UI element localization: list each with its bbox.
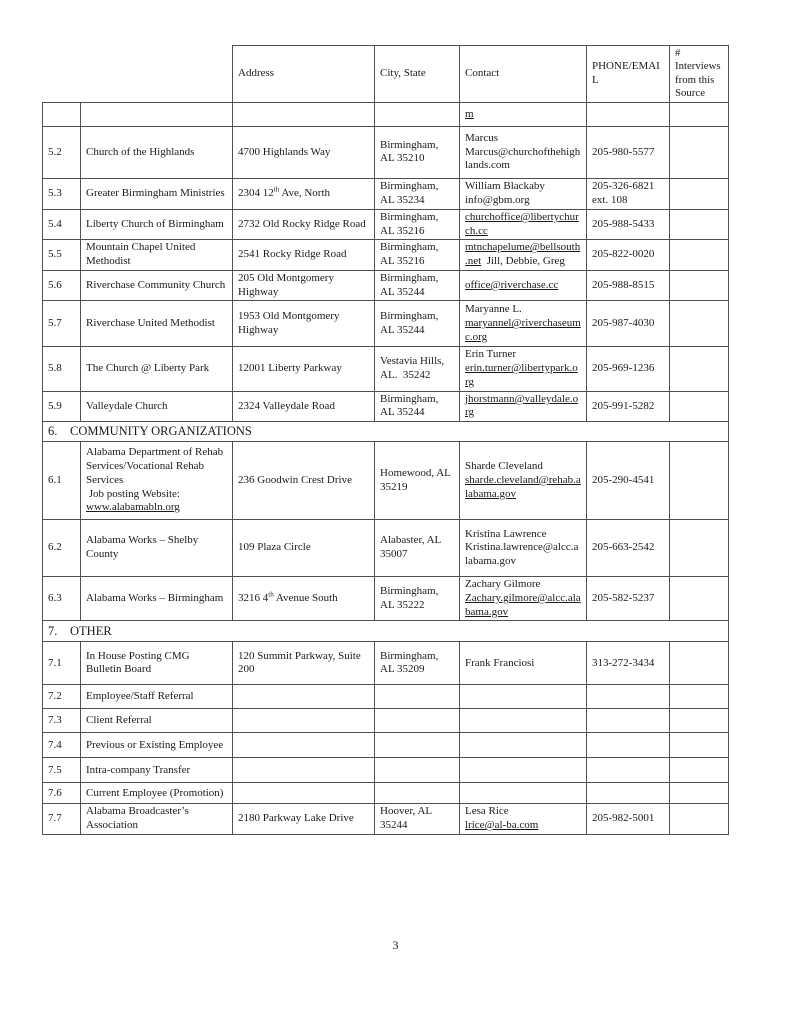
cell-address: 109 Plaza Circle — [233, 520, 375, 577]
cell-num: 7.4 — [43, 733, 81, 758]
cell-contact: William Blackaby info@gbm.org — [460, 178, 587, 209]
cell-contact: Sharde Cleveland sharde.cleveland@rehab.alabama.gov — [460, 442, 587, 520]
cell-phone: 313-272-3434 — [587, 642, 670, 685]
cell-phone — [587, 783, 670, 804]
cell-phone: 205-980-5577 — [587, 126, 670, 178]
cell-phone: 205-991-5282 — [587, 391, 670, 422]
cell-address: 205 Old Montgomery Highway — [233, 270, 375, 301]
cell-address — [233, 758, 375, 783]
cell-name: Alabama Broadcaster’s Association — [81, 804, 233, 835]
cell-contact: Kristina Lawrence Kristina.lawrence@alcc.alabama.gov — [460, 520, 587, 577]
cell-city: Birmingham, AL 35244 — [375, 391, 460, 422]
table-row — [43, 178, 729, 209]
cell-contact — [460, 391, 587, 422]
cell-interviews — [670, 520, 729, 577]
cell-name: Alabama Works – Birmingham — [81, 577, 233, 621]
cell-name: Mountain Chapel United Methodist — [81, 240, 233, 271]
cell-interviews — [670, 442, 729, 520]
cell-interviews — [670, 102, 729, 126]
column-header-address: Address — [233, 46, 375, 103]
cell-contact: Zachary Gilmore Zachary.gilmore@alcc.alabama.gov — [460, 577, 587, 621]
cell-city: Alabaster, AL 35007 — [375, 520, 460, 577]
cell-address: 2732 Old Rocky Ridge Road — [233, 209, 375, 240]
section-title: OTHER — [70, 623, 112, 638]
cell-phone: 205-988-8515 — [587, 270, 670, 301]
cell-name: The Church @ Liberty Park — [81, 347, 233, 391]
cell-phone: 205-290-4541 — [587, 442, 670, 520]
section-row — [43, 422, 729, 442]
cell-interviews — [670, 733, 729, 758]
table-row — [43, 240, 729, 271]
cell-phone — [587, 102, 670, 126]
cell-num: 7.3 — [43, 709, 81, 733]
cell-name: Intra-company Transfer — [81, 758, 233, 783]
cell-city: Birmingham, AL 35222 — [375, 577, 460, 621]
cell-address — [233, 685, 375, 709]
cell-contact: Maryanne L. maryannel@riverchaseumc.org — [460, 301, 587, 347]
cell-name: In House Posting CMG Bulletin Board — [81, 642, 233, 685]
cell-interviews — [670, 209, 729, 240]
cell-num: 7.6 — [43, 783, 81, 804]
cell-phone — [587, 758, 670, 783]
table-row — [43, 709, 729, 733]
table-row — [43, 209, 729, 240]
cell-interviews — [670, 240, 729, 271]
table-row — [43, 804, 729, 835]
cell-address — [233, 102, 375, 126]
cell-num: 5.7 — [43, 301, 81, 347]
column-header-contact: Contact — [460, 46, 587, 103]
cell-interviews — [670, 685, 729, 709]
hyperlink[interactable]: maryannel@riverchaseumc.org — [465, 317, 581, 343]
recruitment-sources-table — [42, 45, 729, 835]
column-header-name — [81, 46, 233, 103]
cell-address: 12001 Liberty Parkway — [233, 347, 375, 391]
hyperlink[interactable]: mtnchapelume@bellsouth.net — [465, 241, 581, 268]
hyperlink[interactable]: www.alabamabln.org — [86, 501, 180, 514]
cell-city — [375, 733, 460, 758]
section-number: 7. — [48, 623, 58, 638]
cell-contact — [460, 209, 587, 240]
cell-num: 5.9 — [43, 391, 81, 422]
cell-city: Birmingham, AL 35234 — [375, 178, 460, 209]
table-row — [43, 685, 729, 709]
table-row — [43, 126, 729, 178]
cell-interviews — [670, 783, 729, 804]
cell-num: 5.5 — [43, 240, 81, 271]
table-row — [43, 642, 729, 685]
cell-address: 120 Summit Parkway, Suite 200 — [233, 642, 375, 685]
table-row — [43, 758, 729, 783]
cell-city — [375, 783, 460, 804]
cell-interviews — [670, 709, 729, 733]
header-row — [43, 46, 729, 103]
cell-contact — [460, 102, 587, 126]
cell-city: Birmingham, AL 35244 — [375, 270, 460, 301]
cell-name: Riverchase United Methodist — [81, 301, 233, 347]
hyperlink[interactable]: jhorstmann@valleydale.org — [465, 392, 579, 419]
cell-contact: mtnchapelume@bellsouth.net Jill, Debbie, Greg — [460, 240, 587, 271]
cell-city — [375, 102, 460, 126]
cell-num: 6.3 — [43, 577, 81, 621]
table-row — [43, 783, 729, 804]
table-row — [43, 347, 729, 391]
cell-num: 5.4 — [43, 209, 81, 240]
cell-interviews — [670, 270, 729, 301]
section-number: 6. — [48, 423, 58, 438]
cell-interviews — [670, 577, 729, 621]
cell-phone: 205-582-5237 — [587, 577, 670, 621]
column-header-city: City, State — [375, 46, 460, 103]
hyperlink[interactable]: office@riverchase.cc — [465, 278, 559, 291]
table-row — [43, 577, 729, 621]
cell-address: 3216 4th Avenue South — [233, 577, 375, 621]
page-number: 3 — [392, 938, 399, 952]
cell-phone: 205-988-5433 — [587, 209, 670, 240]
cell-name: Riverchase Community Church — [81, 270, 233, 301]
cell-contact: Marcus Marcus@churchofthehighlands.com — [460, 126, 587, 178]
cell-city — [375, 758, 460, 783]
hyperlink[interactable]: churchoffice@libertychurch.cc — [465, 210, 579, 237]
cell-contact: Lesa Rice lrice@al-ba.com — [460, 804, 587, 835]
cell-address — [233, 709, 375, 733]
column-header-num — [43, 46, 81, 103]
cell-city: Birmingham, AL 35244 — [375, 301, 460, 347]
column-header-phone: PHONE/EMAIL — [587, 46, 670, 103]
cell-address: 2180 Parkway Lake Drive — [233, 804, 375, 835]
cell-contact — [460, 685, 587, 709]
cell-name: Liberty Church of Birmingham — [81, 209, 233, 240]
cell-num: 6.2 — [43, 520, 81, 577]
cell-num: 7.2 — [43, 685, 81, 709]
cell-city: Birmingham, AL 35209 — [375, 642, 460, 685]
cell-address: 4700 Highlands Way — [233, 126, 375, 178]
cell-address: 2324 Valleydale Road — [233, 391, 375, 422]
hyperlink[interactable]: erin.turner@libertypark.org — [465, 362, 578, 388]
cell-num: 7.7 — [43, 804, 81, 835]
cell-address — [233, 733, 375, 758]
cell-name: Alabama Works – Shelby County — [81, 520, 233, 577]
cell-address: 1953 Old Montgomery Highway — [233, 301, 375, 347]
section-row — [43, 621, 729, 642]
column-header-interviews: # Interviews from this Source — [670, 46, 729, 103]
cell-interviews — [670, 178, 729, 209]
cell-city: Homewood, AL 35219 — [375, 442, 460, 520]
cell-address: 236 Goodwin Crest Drive — [233, 442, 375, 520]
cell-city — [375, 709, 460, 733]
table-row — [43, 520, 729, 577]
cell-phone: 205-987-4030 — [587, 301, 670, 347]
cell-name: Current Employee (Promotion) — [81, 783, 233, 804]
cell-city: Birmingham, AL 35216 — [375, 240, 460, 271]
cell-interviews — [670, 301, 729, 347]
cell-interviews — [670, 391, 729, 422]
cell-city: Birmingham, AL 35210 — [375, 126, 460, 178]
cell-contact — [460, 709, 587, 733]
cell-interviews — [670, 804, 729, 835]
cell-name: Client Referral — [81, 709, 233, 733]
table-row — [43, 442, 729, 520]
cell-contact — [460, 733, 587, 758]
table-row — [43, 391, 729, 422]
cell-address: 2541 Rocky Ridge Road — [233, 240, 375, 271]
roster-table-body — [43, 46, 729, 835]
cell-city: Vestavia Hills, AL. 35242 — [375, 347, 460, 391]
cell-interviews — [670, 126, 729, 178]
ordinal-superscript: th — [273, 185, 280, 194]
hyperlink[interactable]: m — [465, 107, 474, 120]
table-row — [43, 301, 729, 347]
cell-num: 5.3 — [43, 178, 81, 209]
section-header — [43, 422, 729, 442]
cell-num: 7.5 — [43, 758, 81, 783]
cell-name: Valleydale Church — [81, 391, 233, 422]
cell-address — [233, 783, 375, 804]
table-row — [43, 733, 729, 758]
cell-contact: Frank Franciosi — [460, 642, 587, 685]
cell-interviews — [670, 347, 729, 391]
cell-contact — [460, 783, 587, 804]
table-row — [43, 102, 729, 126]
cell-num: 5.6 — [43, 270, 81, 301]
cell-city: Hoover, AL 35244 — [375, 804, 460, 835]
hyperlink[interactable]: Zachary.gilmore@alcc.alabama.gov — [465, 591, 581, 618]
cell-address: 2304 12th Ave, North — [233, 178, 375, 209]
ordinal-superscript: th — [268, 590, 274, 599]
cell-phone — [587, 709, 670, 733]
cell-num: 7.1 — [43, 642, 81, 685]
section-header — [43, 621, 729, 642]
cell-interviews — [670, 758, 729, 783]
cell-num: 5.2 — [43, 126, 81, 178]
cell-contact — [460, 270, 587, 301]
cell-name — [81, 102, 233, 126]
cell-name: Employee/Staff Referral — [81, 685, 233, 709]
cell-phone: 205-969-1236 — [587, 347, 670, 391]
cell-phone — [587, 733, 670, 758]
cell-phone: 205-326-6821 ext. 108 — [587, 178, 670, 209]
cell-phone: 205-822-0020 — [587, 240, 670, 271]
table-row — [43, 270, 729, 301]
cell-contact: Erin Turner erin.turner@libertypark.org — [460, 347, 587, 391]
section-title: COMMUNITY ORGANIZATIONS — [70, 423, 252, 438]
cell-city — [375, 685, 460, 709]
cell-name: Greater Birmingham Ministries — [81, 178, 233, 209]
cell-name: Alabama Department of Rehab Services/Vocational Rehab Services Job posting Website: www.alabamabln.org — [81, 442, 233, 520]
cell-interviews — [670, 642, 729, 685]
cell-phone: 205-982-5001 — [587, 804, 670, 835]
hyperlink[interactable]: sharde.cleveland@rehab.alabama.gov — [465, 473, 581, 500]
cell-phone — [587, 685, 670, 709]
cell-num: 6.1 — [43, 442, 81, 520]
hyperlink[interactable]: lrice@al-ba.com — [465, 819, 539, 832]
cell-name: Previous or Existing Employee — [81, 733, 233, 758]
cell-num: 5.8 — [43, 347, 81, 391]
cell-num — [43, 102, 81, 126]
cell-name: Church of the Highlands — [81, 126, 233, 178]
cell-contact — [460, 758, 587, 783]
cell-city: Birmingham, AL 35216 — [375, 209, 460, 240]
cell-phone: 205-663-2542 — [587, 520, 670, 577]
